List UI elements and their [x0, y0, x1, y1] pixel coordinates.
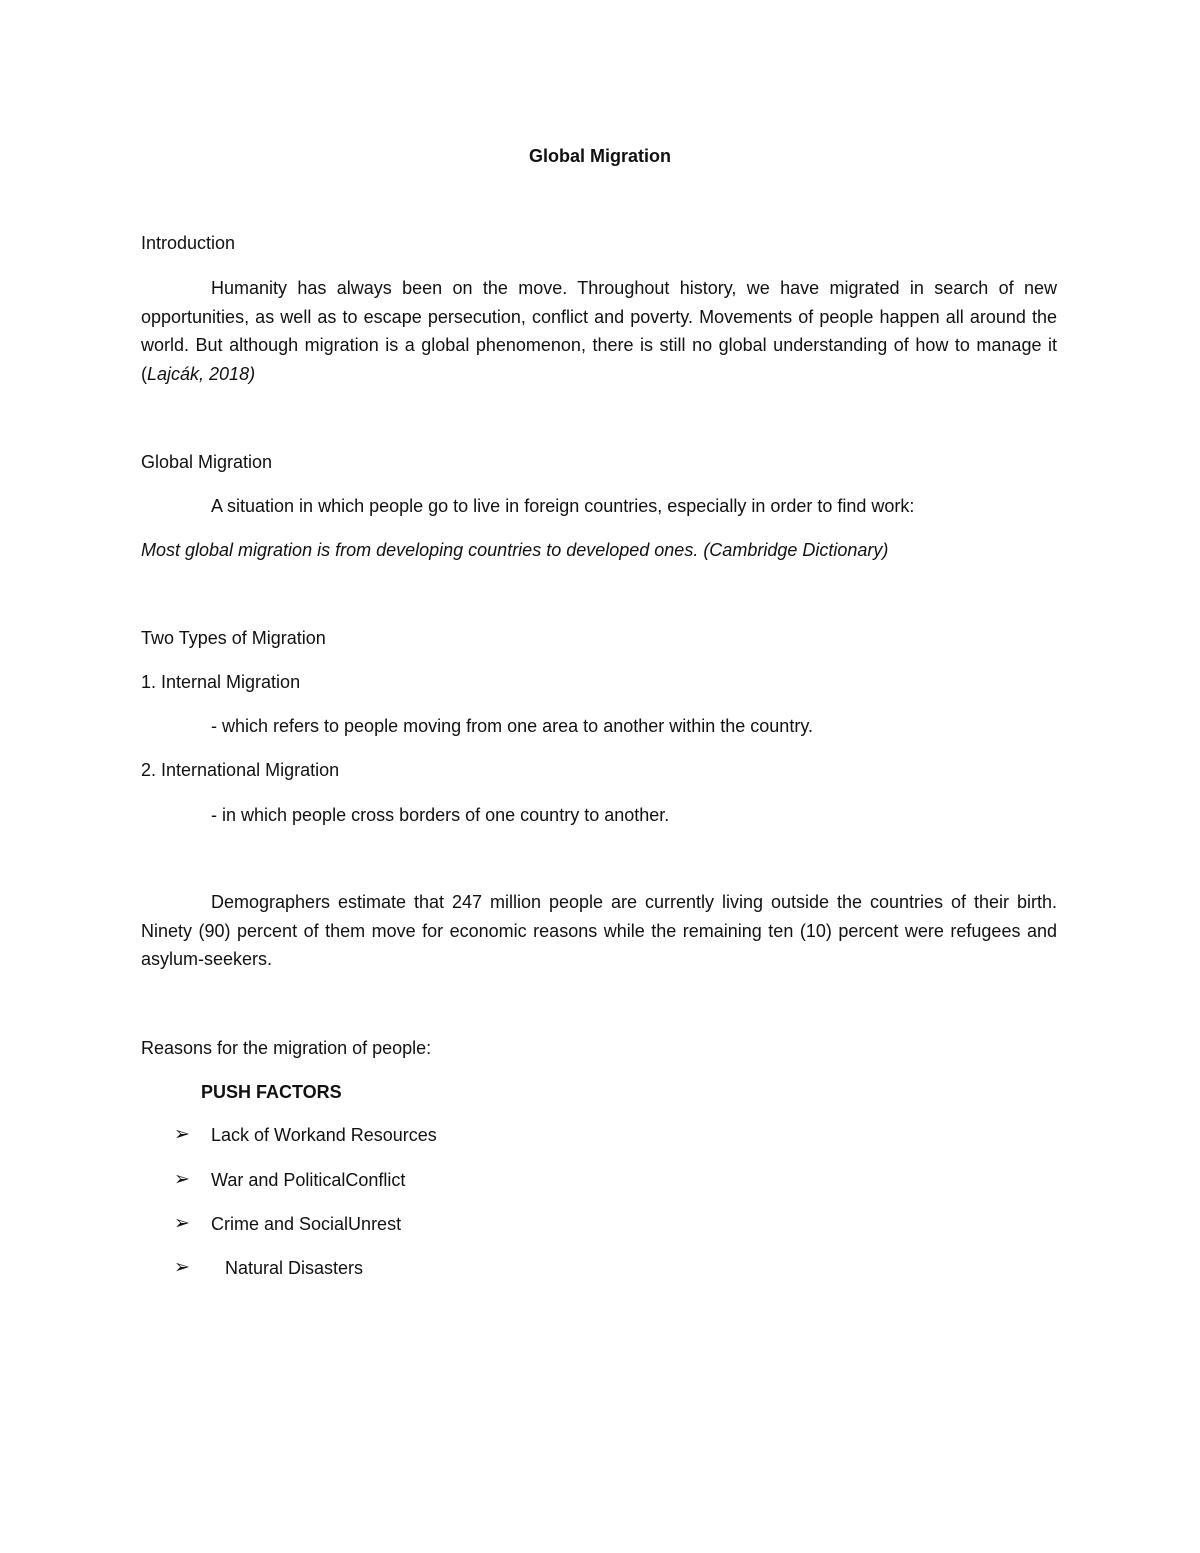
type-international-label: 2. International Migration	[141, 760, 340, 780]
push-factor-item: War and PoliticalConflict	[211, 1170, 406, 1190]
definition-text: A situation in which people go to live in foreign countries, especially in order to find work:	[211, 496, 915, 516]
push-factor-item: Crime and SocialUnrest	[211, 1214, 402, 1234]
arrow-bullet-icon: ➢	[174, 1124, 190, 1145]
push-factor-item: Natural Disasters	[225, 1258, 364, 1278]
arrow-bullet-icon: ➢	[174, 1257, 190, 1278]
push-factors-heading: PUSH FACTORS	[201, 1082, 342, 1102]
reasons-heading: Reasons for the migration of people:	[141, 1038, 432, 1058]
type-international-desc: - in which people cross borders of one country to another.	[211, 805, 670, 825]
type-internal-desc: - which refers to people moving from one area to another within the country.	[211, 716, 813, 736]
types-heading: Two Types of Migration	[141, 628, 326, 648]
intro-paragraph	[141, 274, 1057, 388]
arrow-bullet-icon: ➢	[174, 1169, 190, 1190]
intro-heading: Introduction	[141, 233, 236, 253]
definition-heading: Global Migration	[141, 452, 273, 472]
statistics-paragraph: Demographers estimate that 247 million people are currently living outside the countries of their birth. Ninety (90) percent of them move for economic reasons while the remaining ten (10) percent were refugees and asylum-seekers.	[141, 892, 1057, 969]
push-factor-item: Lack of Workand Resources	[211, 1125, 437, 1145]
definition-example: Most global migration is from developing countries to developed ones. (Cambridge Dictionary)	[141, 540, 889, 560]
document-title: Global Migration	[529, 146, 671, 166]
type-internal-label: 1. Internal Migration	[141, 672, 301, 692]
intro-citation: Lajcák, 2018)	[147, 363, 256, 384]
arrow-bullet-icon: ➢	[174, 1213, 190, 1234]
intro-paragraph-text: Humanity has always been on the move. Throughout history, we have migrated in search of new opportunities, as well as to escape persecution, conflict and poverty. Movements of people happen all around the world. But although migration is a global phenomenon, there is still no global understanding of how to manage it (	[141, 278, 1057, 384]
